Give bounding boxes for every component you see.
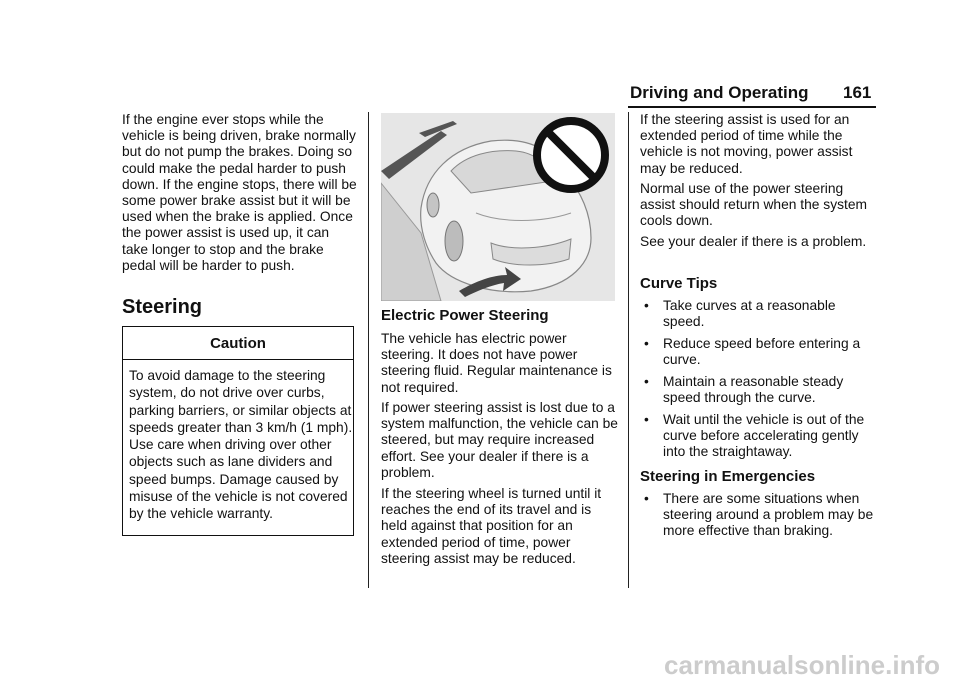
- eps-paragraph-2: If power steering assist is lost due to a system malfunction, the vehicle can be steered, but may require increased effort. See your dealer if there is a problem.: [381, 400, 618, 480]
- page-number: 161: [843, 83, 872, 102]
- eps-paragraph-1: The vehicle has electric power steering. It does not have power steering fluid. Regular maintenance is not required.: [381, 331, 612, 395]
- steering-assist-paragraph-3: See your dealer if there is a problem.: [640, 234, 867, 249]
- steering-heading: Steering: [122, 296, 203, 318]
- bullet-icon: •: [644, 412, 649, 427]
- curve-tip-text: Maintain a reasonable steady speed through the curve.: [663, 374, 844, 406]
- list-item: [644, 491, 876, 541]
- column-divider-right: [628, 112, 629, 588]
- curve-tip-text: Reduce speed before entering a curve.: [663, 336, 861, 368]
- intro-paragraph: If the engine ever stops while the vehicle is being driven, brake normally but do not pump the brakes. Doing so could make the pedal harder to push down. If the engine stops, there will be some power brake assist but it will be used when the brake is applied. Once the power assist is used up, it can take longer to stop and the brake pedal will be harder to push.: [122, 112, 357, 273]
- list-item: [644, 298, 876, 332]
- electric-power-steering-heading: Electric Power Steering: [381, 307, 549, 324]
- bullet-icon: •: [644, 374, 649, 389]
- power-steering-illustration: [381, 113, 615, 301]
- list-item: [644, 374, 876, 408]
- car-front-wheel: [445, 221, 463, 261]
- steering-in-emergencies-heading: Steering in Emergencies: [640, 468, 816, 485]
- caution-title: Caution: [210, 335, 266, 352]
- eps-paragraph-3: If the steering wheel is turned until it reaches the end of its travel and is held against that position for an extended period of time, power steering assist may be reduced.: [381, 486, 602, 566]
- list-item: [644, 336, 876, 370]
- curve-tip-text: Take curves at a reasonable speed.: [663, 298, 836, 330]
- watermark: carmanualsonline.info: [664, 650, 940, 680]
- steering-assist-paragraph-1: If the steering assist is used for an extended period of time while the vehicle is not moving, power assist may be reduced.: [640, 112, 853, 176]
- bullet-icon: •: [644, 298, 649, 313]
- caution-text: To avoid damage to the steering system, do not drive over curbs, parking barriers, or similar objects at speeds greater than 3 km/h (1 mph). Use care when driving over other objects such as lane dividers and speed bumps. Damage caused by misuse of the vehicle is not covered by the vehicle warranty.: [129, 368, 353, 522]
- car-rear-wheel: [427, 193, 439, 217]
- bullet-icon: •: [644, 336, 649, 351]
- column-divider-left: [368, 112, 369, 588]
- curve-tip-text: Wait until the vehicle is out of the curve before accelerating gently into the straightaway.: [663, 412, 865, 460]
- caution-box: [122, 326, 354, 536]
- curve-tips-heading: Curve Tips: [640, 275, 718, 292]
- steering-assist-paragraph-2: Normal use of the power steering assist should return when the system cools down.: [640, 181, 867, 229]
- list-item: [644, 412, 876, 462]
- emergency-item-text: There are some situations when steering around a problem may be more effective than braking.: [663, 491, 874, 539]
- bullet-icon: •: [644, 491, 649, 506]
- header-rule: [628, 106, 876, 108]
- caution-divider: [123, 359, 353, 360]
- running-header-title: Driving and Operating: [630, 83, 809, 102]
